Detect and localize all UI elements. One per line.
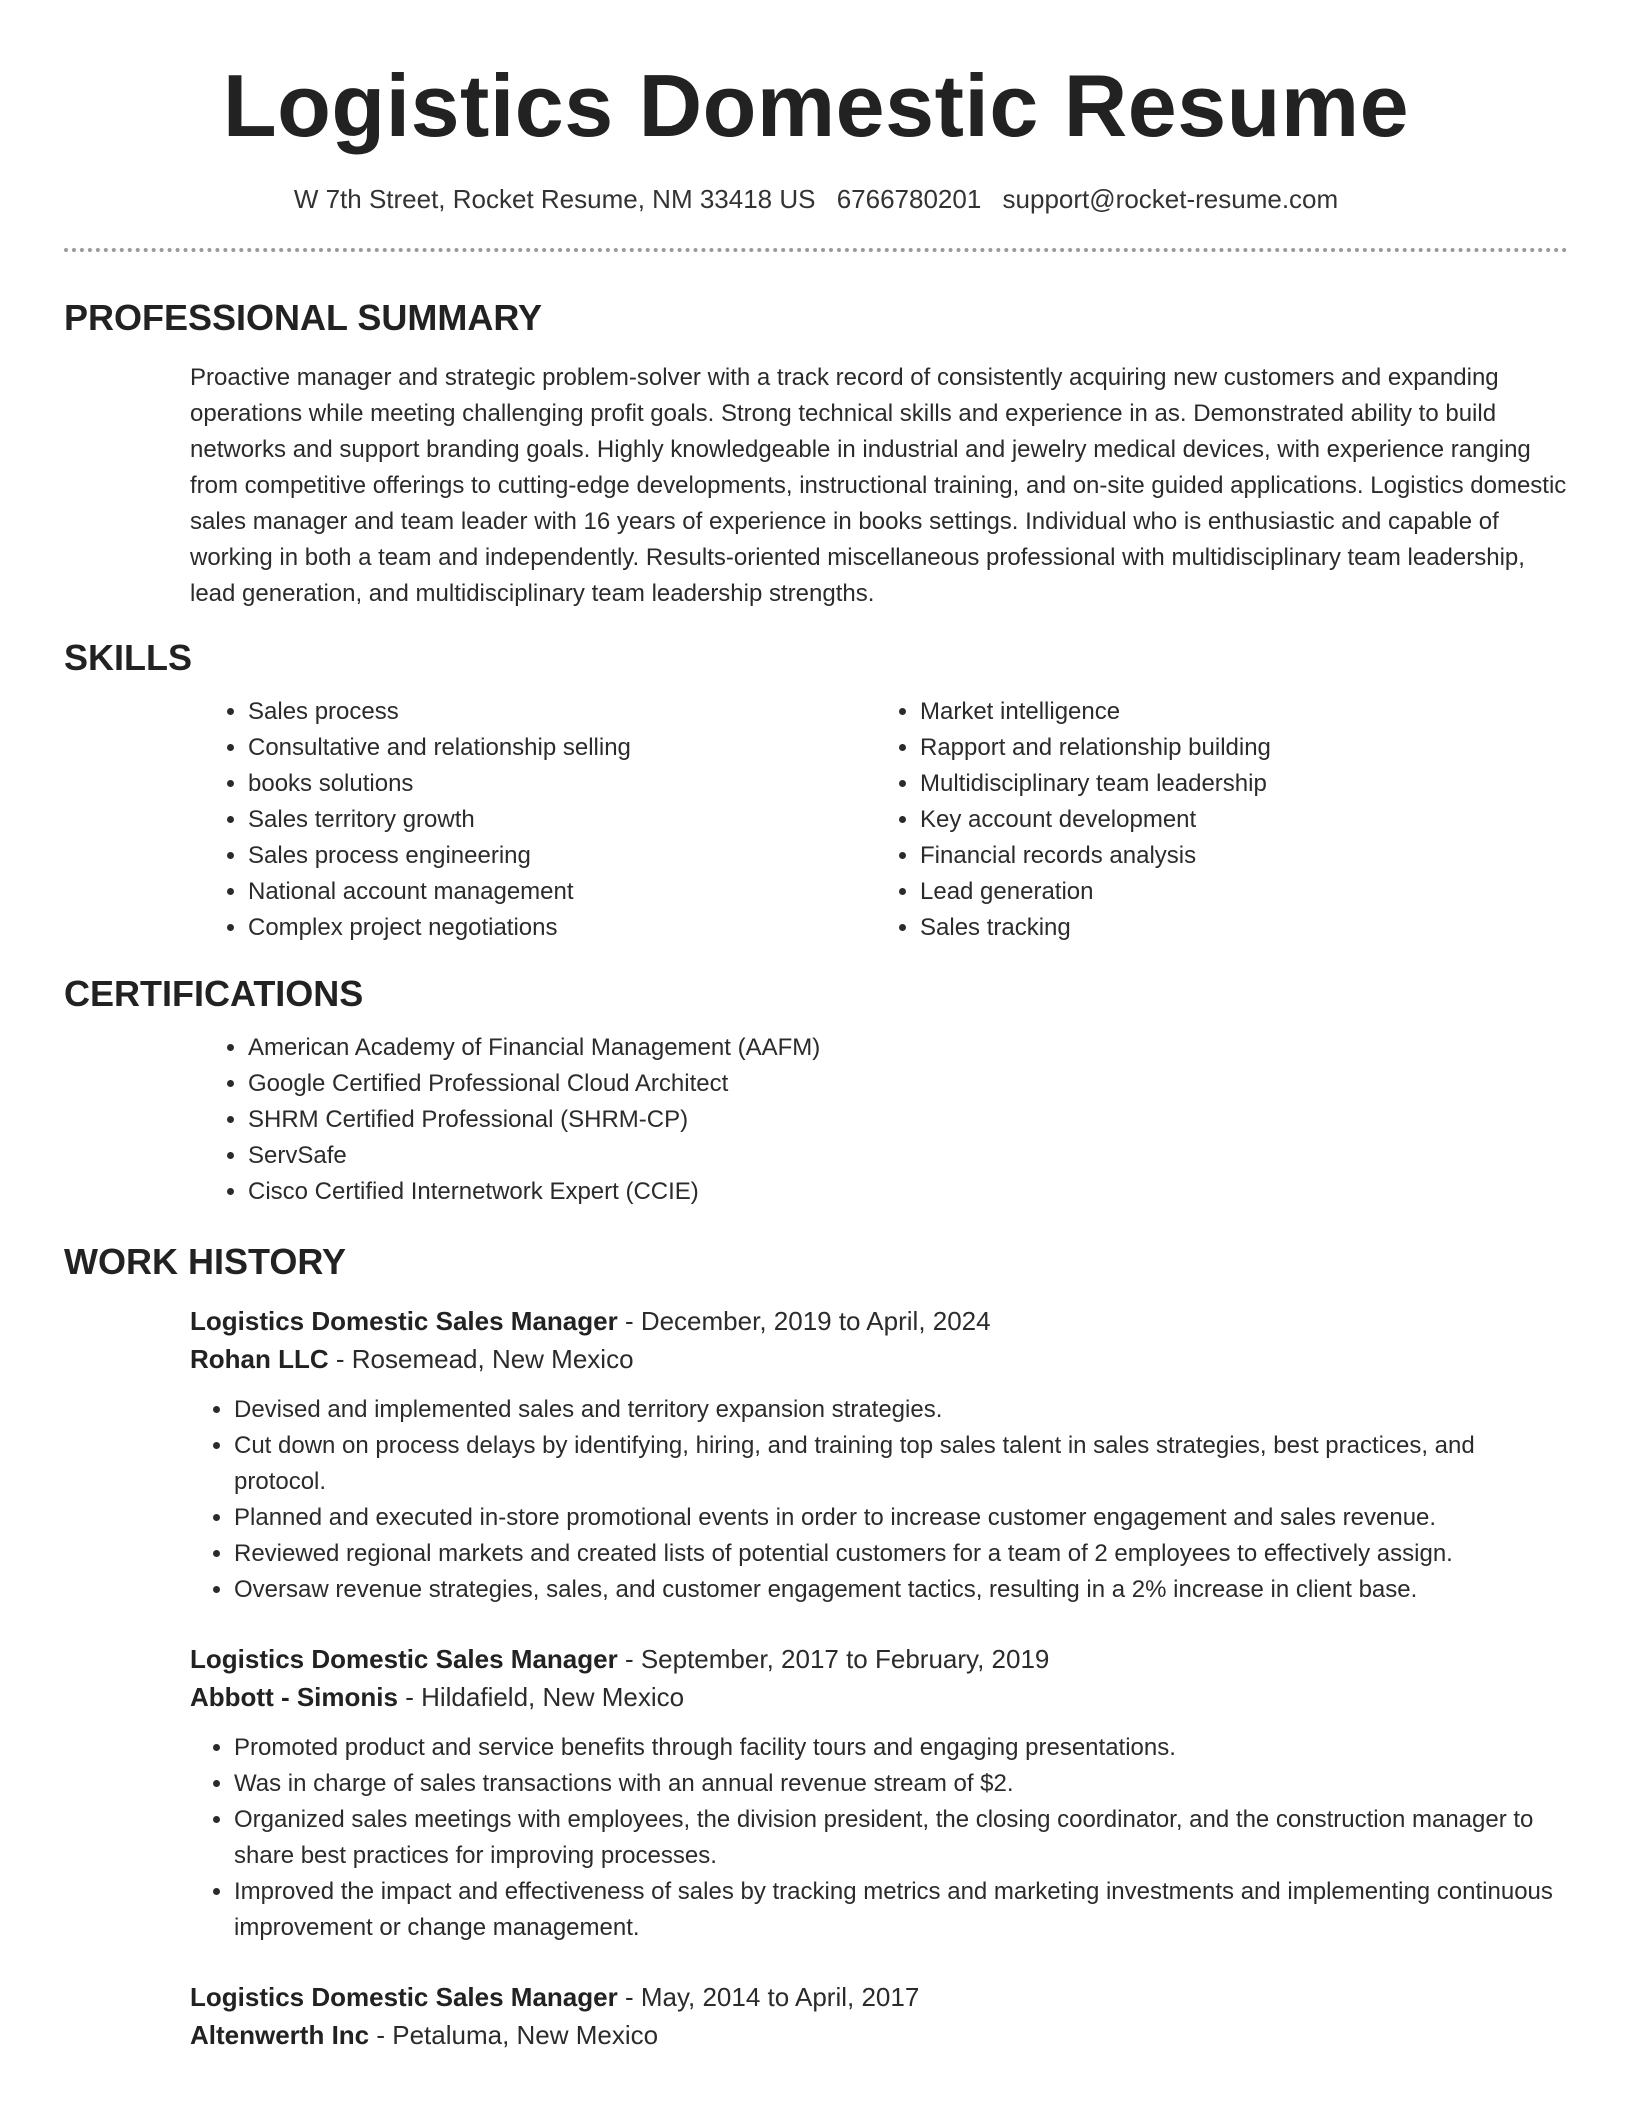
skill-item: • Sales territory growth xyxy=(248,802,896,838)
job-company: Abbott - Simonis xyxy=(190,1682,398,1712)
skills-heading: SKILLS xyxy=(64,637,193,678)
job-bullet: • Was in charge of sales transactions with an annual revenue stream of $2. xyxy=(234,1766,1568,1802)
job-title-line xyxy=(190,1640,1568,1678)
job-title-line xyxy=(190,1978,1568,2016)
summary-heading: PROFESSIONAL SUMMARY xyxy=(64,297,543,338)
skill-item: • Consultative and relationship selling xyxy=(248,730,896,766)
job-entry xyxy=(64,1302,1568,1608)
job-location: - Rosemead, New Mexico xyxy=(328,1344,634,1374)
job-company-line xyxy=(190,1340,1568,1378)
certifications-heading: CERTIFICATIONS xyxy=(64,973,364,1014)
job-company-line xyxy=(190,1678,1568,1716)
skill-item: • Complex project negotiations xyxy=(248,910,896,946)
job-bullet: • Organized sales meetings with employees, the division president, the closing coordinator, and the construction manager to share best practices for improving processes. xyxy=(234,1802,1568,1874)
skills-section xyxy=(64,636,1568,946)
certification-item: • SHRM Certified Professional (SHRM-CP) xyxy=(248,1102,1568,1138)
job-bullet: • Promoted product and service benefits through facility tours and engaging presentations. xyxy=(234,1730,1568,1766)
job-bullet: • Planned and executed in-store promotional events in order to increase customer engagement and sales revenue. xyxy=(234,1500,1568,1536)
certifications-section xyxy=(64,972,1568,1210)
skill-item: • Lead generation xyxy=(920,874,1568,910)
job-location: - Hildafield, New Mexico xyxy=(397,1682,685,1712)
job-role: Logistics Domestic Sales Manager xyxy=(190,1644,618,1674)
job-dates: - December, 2019 to April, 2024 xyxy=(617,1306,991,1336)
skill-item: • Key account development xyxy=(920,802,1568,838)
contact-address: W 7th Street, Rocket Resume, NM 33418 US xyxy=(293,184,816,214)
job-dates: - May, 2014 to April, 2017 xyxy=(617,1982,920,2012)
header-divider xyxy=(64,248,1568,252)
contact-email: support@rocket-resume.com xyxy=(1002,184,1339,214)
job-location: - Petaluma, New Mexico xyxy=(369,2020,659,2050)
contact-line xyxy=(64,182,1568,216)
certification-item: • Cisco Certified Internetwork Expert (CCIE) xyxy=(248,1174,1568,1210)
skill-item: • Multidisciplinary team leadership xyxy=(920,766,1568,802)
job-company: Rohan LLC xyxy=(190,1344,329,1374)
job-company: Altenwerth Inc xyxy=(190,2020,370,2050)
summary-text: Proactive manager and strategic problem-solver with a track record of consistently acquiring new customers and expanding operations while meeting challenging profit goals. Strong technical skills and experience in as. Demonstrated ability to build networks and support branding goals. Highly knowledgeable in industrial and jewelry medical devices, with experience ranging from competitive offerings to cutting-edge developments, instructional training, and on-site guided applications. Logistics domestic sales manager and team leader with 16 years of experience in books settings. Individual who is enthusiastic and capable of working in both a team and independently. Results-oriented miscellaneous professional with multidisciplinary team leadership, lead generation, and multidisciplinary team leadership strengths. xyxy=(190,364,1567,607)
job-bullet: • Devised and implemented sales and territory expansion strategies. xyxy=(234,1392,1568,1428)
skill-item: • Rapport and relationship building xyxy=(920,730,1568,766)
job-bullets xyxy=(190,1392,1568,1608)
skill-item: • Sales process xyxy=(248,694,896,730)
job-bullet: • Oversaw revenue strategies, sales, and customer engagement tactics, resulting in a 2% increase in client base. xyxy=(234,1572,1568,1608)
job-dates: - September, 2017 to February, 2019 xyxy=(617,1644,1050,1674)
certification-item: • American Academy of Financial Management (AAFM) xyxy=(248,1030,1568,1066)
summary-section xyxy=(64,296,1568,612)
skill-item: • Financial records analysis xyxy=(920,838,1568,874)
skill-item: • books solutions xyxy=(248,766,896,802)
skill-item: • Market intelligence xyxy=(920,694,1568,730)
skills-list-left xyxy=(224,694,896,946)
skills-columns xyxy=(224,694,1568,946)
job-title-line xyxy=(190,1302,1568,1340)
job-role: Logistics Domestic Sales Manager xyxy=(190,1306,618,1336)
job-bullet: • Cut down on process delays by identifying, hiring, and training top sales talent in sales strategies, best practices, and protocol. xyxy=(234,1428,1568,1500)
certification-item: • Google Certified Professional Cloud Architect xyxy=(248,1066,1568,1102)
certifications-list xyxy=(224,1030,1568,1210)
skills-column-right xyxy=(896,694,1568,946)
job-bullet: • Improved the impact and effectiveness of sales by tracking metrics and marketing investments and implementing continuous improvement or change management. xyxy=(234,1874,1568,1946)
job-bullets xyxy=(190,1730,1568,1946)
certifications-wrap xyxy=(224,1030,1568,1210)
job-bullets-wrap xyxy=(190,1730,1568,1946)
resume-title: Logistics Domestic Resume xyxy=(222,56,1410,155)
job-role: Logistics Domestic Sales Manager xyxy=(190,1982,618,2012)
job-bullet: • Reviewed regional markets and created lists of potential customers for a team of 2 employees to effectively assign. xyxy=(234,1536,1568,1572)
job-bullets-wrap xyxy=(190,1392,1568,1608)
skills-list-right xyxy=(896,694,1568,946)
certification-item: • ServSafe xyxy=(248,1138,1568,1174)
skill-item: • Sales process engineering xyxy=(248,838,896,874)
work-history-section xyxy=(64,1240,1568,2054)
job-entry xyxy=(64,1978,1568,2054)
skill-item: • Sales tracking xyxy=(920,910,1568,946)
contact-phone: 6766780201 xyxy=(836,184,982,214)
work-history-heading: WORK HISTORY xyxy=(64,1241,347,1282)
skills-column-left xyxy=(224,694,896,946)
skill-item: • National account management xyxy=(248,874,896,910)
job-entry xyxy=(64,1640,1568,1946)
resume-page xyxy=(64,0,1568,2054)
job-company-line xyxy=(190,2016,1568,2054)
